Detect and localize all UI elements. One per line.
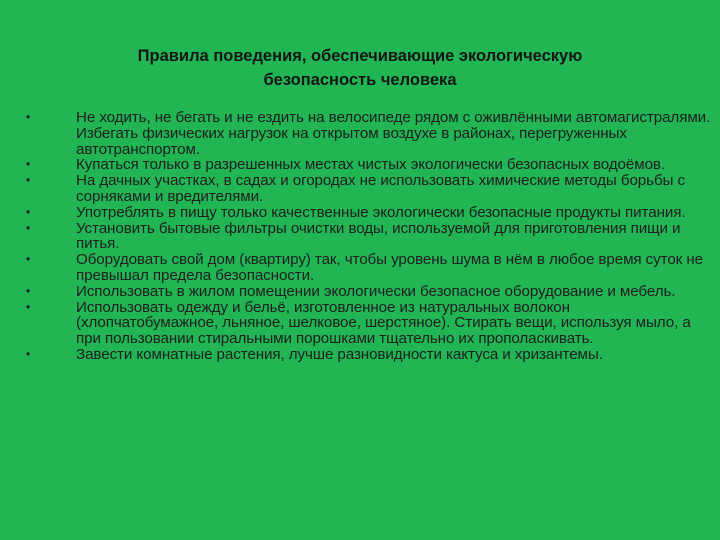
list-item-text: Установить бытовые фильтры очистки воды, используемой для приготовления пищи и питья.: [76, 219, 681, 253]
bullet-icon: •: [26, 283, 31, 298]
bullet-icon: •: [26, 204, 31, 219]
list-item-text: Оборудовать свой дом (квартиру) так, чтобы уровень шума в нём в любое время суток не превышал предела безопасности.: [76, 251, 703, 284]
list-item-text: На дачных участках, в садах и огородах не использовать химические методы борьбы с сорняками и вредителями.: [76, 172, 685, 205]
list-item-text: Купаться только в разрешенных местах чистых экологически безопасных водоёмов.: [76, 156, 666, 174]
title-line-2: безопасность человека: [263, 71, 457, 89]
list-item: [22, 205, 712, 221]
list-item: [22, 221, 712, 253]
bullet-icon: •: [26, 157, 31, 172]
list-item-text: Не ходить, не бегать и не ездить на велосипеде рядом с оживлёнными автомагистралями. Избегать физических нагрузок на открытом воздухе в районах, перегруженных автотранспортом.: [76, 109, 711, 158]
list-item: [22, 347, 712, 363]
bullet-icon: •: [26, 252, 31, 267]
title-line-1: Правила поведения, обеспечивающие экологическую: [137, 47, 583, 65]
list-item: [22, 300, 712, 347]
bullet-icon: •: [26, 110, 31, 124]
bullet-icon: •: [26, 173, 31, 188]
list-item: [22, 157, 712, 173]
list-item-text: Использовать одежду и бельё, изготовленное из натуральных волокон (хлопчатобумажное, льняное, шелковое, шерстяное). Стирать вещи, используя мыло, а при пользовании стиральными порошками тщательно их прополаскивать.: [76, 298, 691, 348]
list-item-text: Завести комнатные растения, лучше разновидности кактуса и хризантемы.: [76, 345, 603, 363]
list-item-text: Использовать в жилом помещении экологически безопасное оборудование и мебель.: [76, 282, 676, 300]
list-item: [22, 110, 712, 157]
list-item: [22, 173, 712, 205]
list-item: [22, 284, 712, 300]
list-item-text: Употреблять в пищу только качественные экологически безопасные продукты питания.: [76, 203, 686, 221]
bullet-icon: •: [26, 346, 31, 361]
list-item: [22, 252, 712, 284]
page-title: [60, 44, 660, 92]
rules-list: [22, 110, 712, 363]
bullet-icon: •: [26, 220, 31, 235]
bullet-icon: •: [26, 299, 31, 314]
